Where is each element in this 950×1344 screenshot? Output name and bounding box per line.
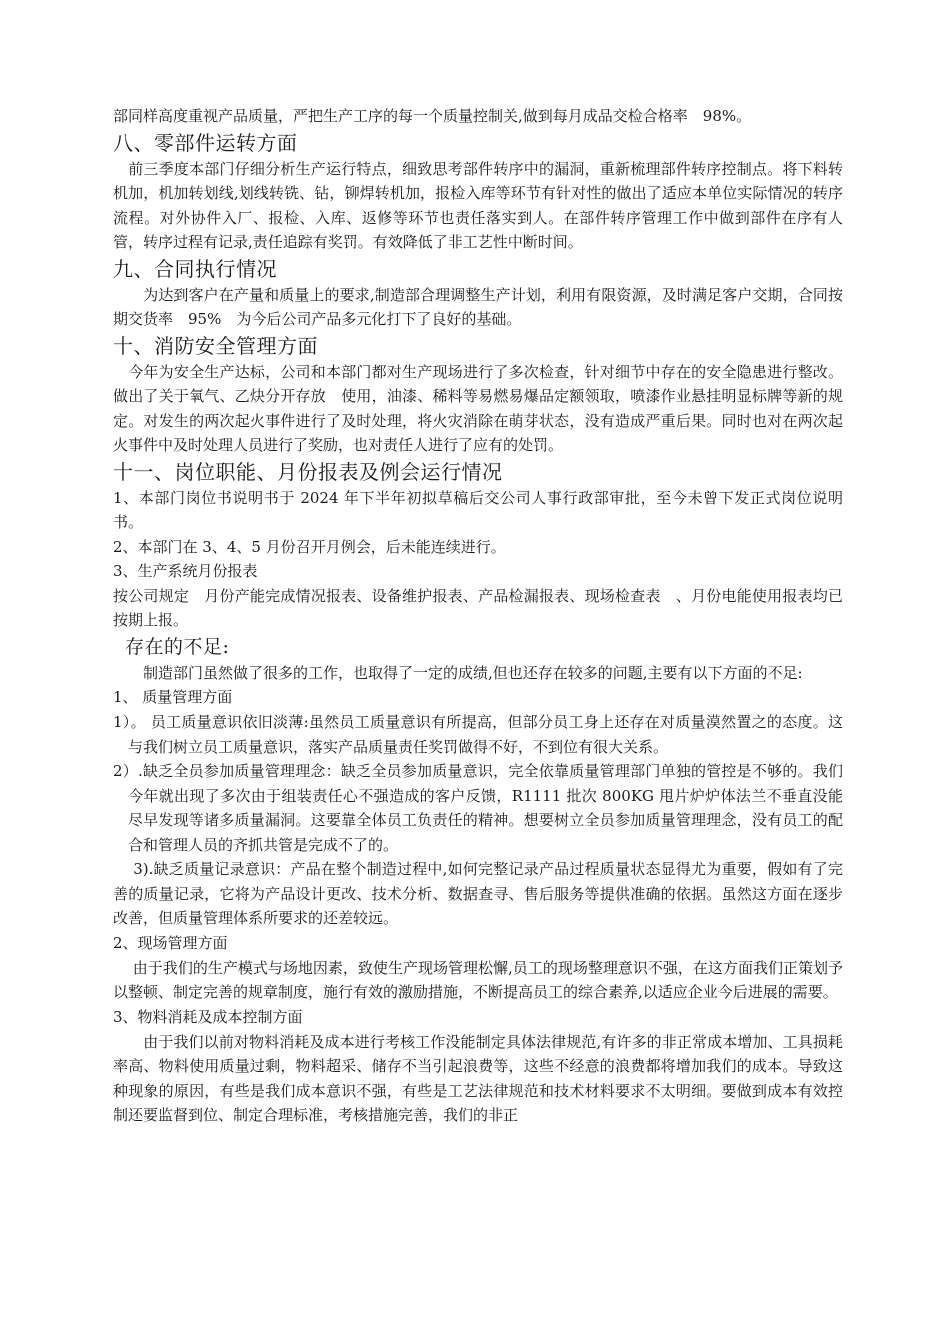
- section-10-heading: 十、消防安全管理方面: [113, 333, 318, 358]
- document-page: [113, 104, 843, 1128]
- deficiency-1-heading: 1、 质量管理方面: [113, 688, 233, 706]
- section-11-item-3: 3、生产系统月份报表: [113, 562, 258, 580]
- deficiency-2-heading: 2、现场管理方面: [113, 933, 228, 952]
- deficiency-3-paragraph: 由于我们以前对物料消耗及成本进行考核工作没能制定具体法律规范,有许多的非正常成本增加、工具损耗率高、物料使用质量过剩，物料超采、储存不当引起浪费等，这些不经意的浪费都将增加我们的成本。导致这种现象的原因，有些是我们成本意识不强，有些是工艺法律规范和技术材料要求不太明细。要做到成本有效控制还要监督到位、制定合理标准，考核措施完善，我们的非正: [113, 1032, 843, 1124]
- deficiency-2-paragraph: 由于我们的生产模式与场地因素，致使生产现场管理松懈,员工的现场整理意识不强，在这方面我们正策划予以整顿、制定完善的规章制度，施行有效的激励措施，不断提高员工的综合素养,以适应企业今后进展的需要。: [113, 958, 843, 1001]
- deficiency-1-point-1: 1）。 员工质量意识依旧淡薄:虽然员工质量意识有所提高，但部分员工身上还存在对质量漠然置之的态度。这与我们树立员工质量意识，落实产品质量责任奖罚做得不好，不到位有很大关系。: [113, 713, 843, 756]
- section-11-item-2: 2、本部门在 3、4、5 月份召开月例会，后未能连续进行。: [113, 537, 506, 556]
- section-9-paragraph: 为达到客户在产量和质量上的要求,制造部合理调整生产计划，利用有限资源，及时满足客户交期，合同按期交货率 95% 为今后公司产品多元化打下了良好的基础。: [113, 285, 843, 328]
- section-11-paragraph: 按公司规定 月份产能完成情况报表、设备维护报表、产品检漏报表、现场检查表 、月份电能使用报表均已按期上报。: [113, 586, 843, 629]
- section-10-paragraph: 今年为安全生产达标，公司和本部门都对生产现场进行了多次检查，针对细节中存在的安全隐患进行整改。做出了关于氧气、乙炔分开存放 使用，油漆、稀料等易燃易爆品定额领取，喷漆作业悬挂明显标牌等新的规定。对发生的两次起火事件进行了及时处理，将火灾消除在萌芽状态，没有造成严重后果。同时也对在两次起火事件中及时处理人员进行了奖励，也对责任人进行了应有的处罚。: [113, 362, 843, 454]
- section-9-heading: 九、合同执行情况: [113, 256, 277, 281]
- section-11-item-1: 1、本部门岗位书说明书于 2024 年下半年初拟草稿后交公司人事行政部审批，至今未曾下发正式岗位说明书。: [113, 488, 843, 531]
- deficiencies-heading: 存在的不足:: [125, 635, 230, 658]
- deficiency-1-point-2: 2）.缺乏全员参加质量管理理念：缺乏全员参加质量意识，完全依靠质量管理部门单独的管控是不够的。我们今年就出现了多次由于组装责任心不强造成的客户反馈，R1111 批次 800KG 甩片炉炉体法兰不垂直没能尽早发现等诸多质量漏洞。这要靠全体员工负责任的精神。想要树立全员参加质量管理理念，没有员工的配合和管理人员的齐抓共管是完成不了的。: [113, 762, 843, 854]
- section-11-heading: 十一、岗位职能、月份报表及例会运行情况: [113, 459, 503, 484]
- intro-paragraph: 部同样高度重视产品质量，严把生产工序的每一个质量控制关,做到每月成品交检合格率 98%。: [113, 107, 752, 125]
- section-8-heading: 八、零部件运转方面: [113, 130, 298, 155]
- section-8-paragraph: 前三季度本部门仔细分析生产运行特点，细致思考部件转序中的漏洞，重新梳理部件转序控制点。将下料转机加，机加转划线,划线转铣、钻，铆焊转机加，报检入库等环节有针对性的做出了适应本单位实际情况的转序流程。对外协件入厂、报检、入库、返修等环节也责任落实到人。在部件转序管理工作中做到部件在序有人管，转序过程有记录,责任追踪有奖罚。有效降低了非工艺性中断时间。: [113, 159, 843, 251]
- deficiencies-intro: 制造部门虽然做了很多的工作，也取得了一定的成绩,但也还存在较多的问题,主要有以下方面的不足:: [113, 663, 803, 682]
- deficiency-1-point-3: 3).缺乏质量记录意识：产品在整个制造过程中,如何完整记录产品过程质量状态显得尤为重要，假如有了完善的质量记录，它将为产品设计更改、技术分析、数据查寻、售后服务等提供准确的依据。虽然这方面在逐步改善，但质量管理体系所要求的还差较远。: [113, 860, 843, 927]
- deficiency-3-heading: 3、物料消耗及成本控制方面: [113, 1007, 303, 1026]
